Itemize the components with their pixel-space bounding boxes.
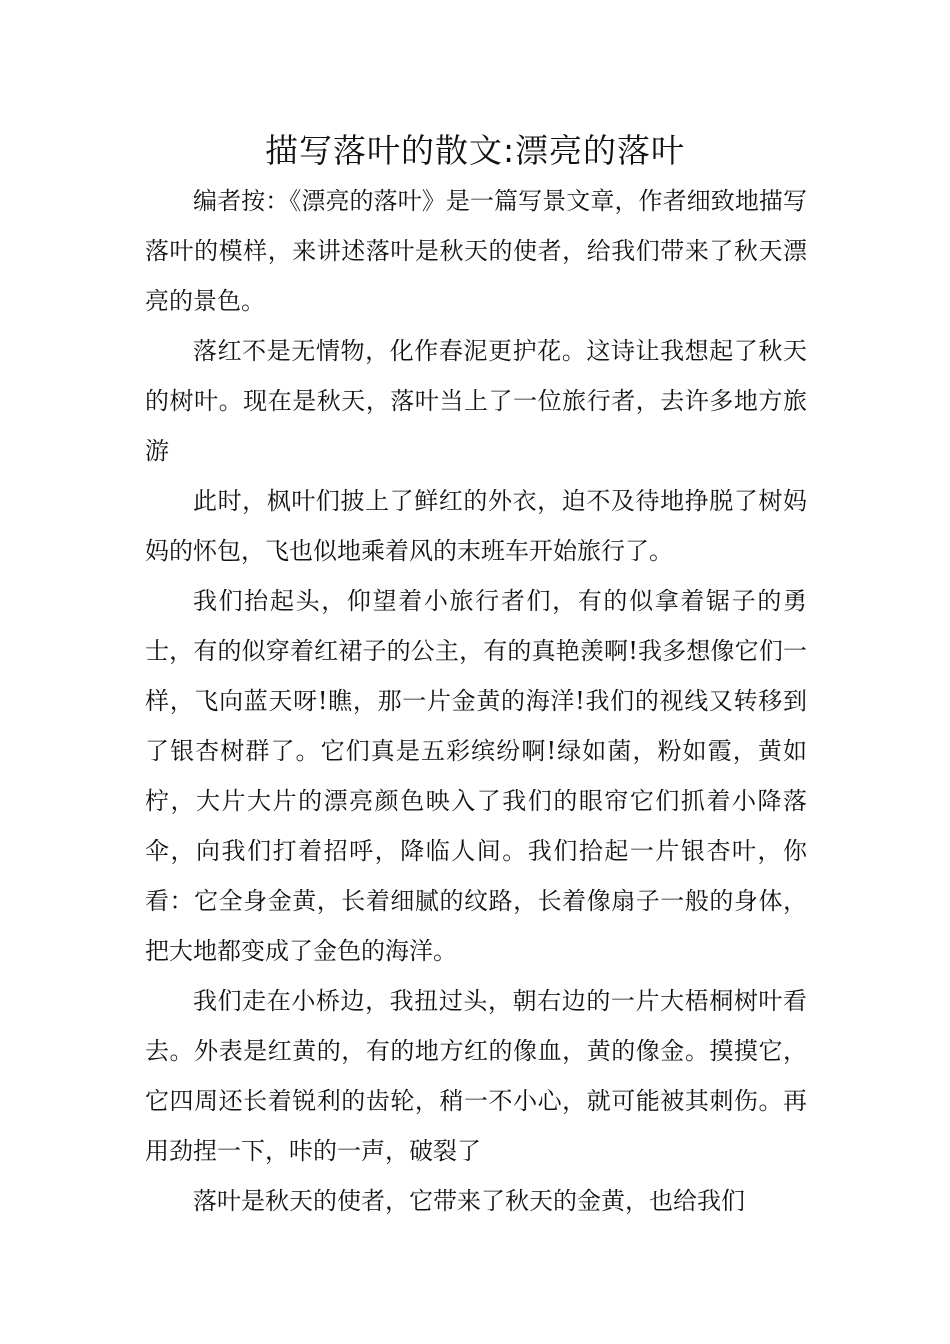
paragraph-editor-note: 编者按：《漂亮的落叶》是一篇写景文章，作者细致地描写落叶的模样，来讲述落叶是秋天的使者，给我们带来了秋天漂亮的景色。	[145, 187, 807, 315]
paragraph: 落红不是无情物，化作春泥更护花。这诗让我想起了秋天的树叶。现在是秋天，落叶当上了一位旅行者，去许多地方旅游	[145, 337, 807, 465]
article-body	[145, 176, 807, 1226]
paragraph: 我们走在小桥边，我扭过头，朝右边的一片大梧桐树叶看去。外表是红黄的，有的地方红的像血，黄的像金。摸摸它，它四周还长着锐利的齿轮，稍一不小心，就可能被其刺伤。再用劲捏一下，咔的一声，破裂了	[145, 987, 807, 1165]
paragraph: 此时，枫叶们披上了鲜红的外衣，迫不及待地挣脱了树妈妈的怀包，飞也似地乘着风的末班车开始旅行了。	[145, 487, 807, 565]
paragraph: 落叶是秋天的使者，它带来了秋天的金黄，也给我们	[193, 1187, 745, 1215]
paragraph: 我们抬起头，仰望着小旅行者们，有的似拿着锯子的勇士，有的似穿着红裙子的公主，有的真艳羡啊!我多想像它们一样，飞向蓝天呀!瞧，那一片金黄的海洋!我们的视线又转移到了银杏树群了。它们真是五彩缤纷啊!绿如菌，粉如霞，黄如柠，大片大片的漂亮颜色映入了我们的眼帘它们抓着小降落伞，向我们打着招呼，降临人间。我们拾起一片银杏叶，你看：它全身金黄，长着细腻的纹路，长着像扇子一般的身体，把大地都变成了金色的海洋。	[145, 587, 807, 965]
page-title: 描写落叶的散文:漂亮的落叶	[264, 131, 686, 170]
